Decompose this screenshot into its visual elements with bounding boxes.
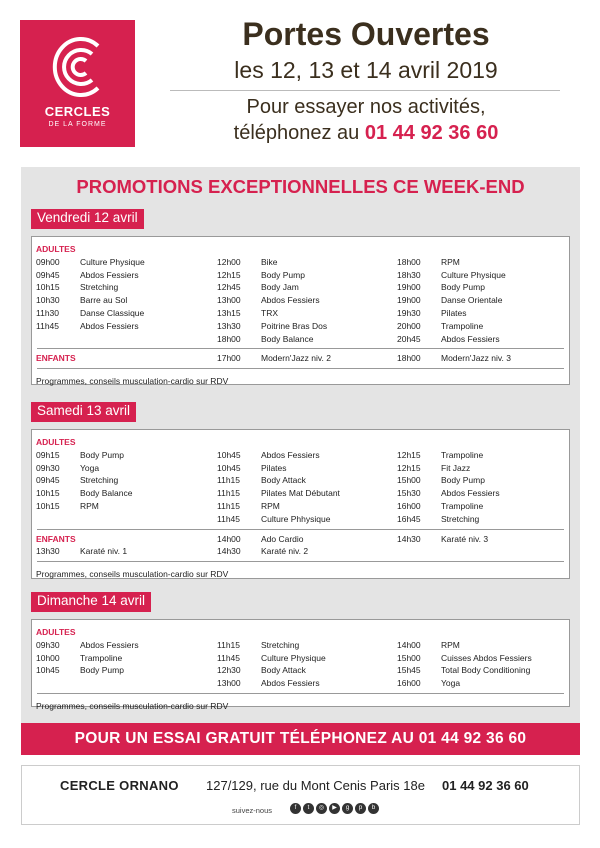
class-name: Bike [261,256,278,267]
class-name: Abdos Fessiers [261,295,320,306]
class-name: Abdos Fessiers [441,333,500,344]
class-name: Stretching [441,513,480,524]
class-name: Stretching [80,282,119,293]
class-time: 16h45 [397,513,421,524]
twitter-icon[interactable]: t [303,803,314,814]
class-time: 11h45 [217,513,241,524]
class-time: 17h00 [217,353,241,364]
class-name: Modern'Jazz niv. 3 [441,353,511,364]
class-name: Body Jam [261,282,299,293]
schedule-row [32,639,569,651]
class-name: Body Balance [80,488,133,499]
class-name: Body Pump [80,665,124,676]
schedule-row [32,352,569,364]
class-time: 19h00 [397,295,421,306]
class-time: 11h15 [217,488,241,499]
class-name: Barre au Sol [80,295,128,306]
class-time: 12h15 [397,462,421,473]
section-header [32,626,569,638]
section-divider [37,368,564,369]
schedule-row [32,449,569,461]
class-time: 09h45 [36,269,60,280]
class-time: 15h45 [397,665,421,676]
schedule-row [32,664,569,676]
schedule-row [32,320,569,332]
class-time: 14h30 [217,546,241,557]
class-time: 12h45 [217,282,241,293]
schedule-row [32,294,569,306]
programs-note: Programmes, conseils musculation-cardio sur RDV [36,701,229,711]
day-schedule [31,429,570,579]
schedule-row [32,307,569,319]
page-title: Portes Ouvertes [242,16,490,52]
class-name: Yoga [80,462,100,473]
class-name: Body Pump [261,269,305,280]
youtube-icon[interactable]: ▶ [329,803,340,814]
class-name: RPM [80,501,99,511]
class-name: Body Pump [441,282,485,293]
class-time: 15h00 [397,475,421,486]
header-phone: 01 44 92 36 60 [364,122,499,144]
class-time: 10h45 [36,665,60,676]
class-time: 11h15 [217,475,241,486]
schedule-row [32,500,569,512]
class-name: Pilates [261,462,287,473]
social-links [290,803,379,814]
section-divider [37,693,564,694]
class-time: 10h15 [36,488,60,499]
class-time: 14h00 [217,533,241,544]
class-name: Abdos Fessiers [441,488,500,499]
class-time: 12h00 [217,256,241,267]
class-time: 10h00 [36,652,60,663]
brand-logo [20,20,135,147]
club-phone[interactable]: 01 44 92 36 60 [442,778,529,793]
promo-title: PROMOTIONS EXCEPTIONNELLES CE WEEK-END [76,176,525,197]
class-time: 18h00 [217,333,241,344]
class-time: 11h45 [217,652,241,663]
class-name: Culture Physique [261,652,326,663]
class-time: 10h45 [217,462,241,473]
class-time: 12h15 [397,449,421,460]
google-plus-icon[interactable]: g [342,803,353,814]
class-name: Fit Jazz [441,462,471,473]
class-time: 18h00 [397,256,421,267]
class-time: 13h30 [36,546,60,557]
section-divider [37,529,564,530]
class-name: RPM [441,256,460,267]
day-schedule [31,236,570,385]
class-time: 11h45 [36,320,60,331]
programs-note: Programmes, conseils musculation-cardio sur RDV [36,376,229,387]
schedule-row [32,333,569,345]
pinterest-icon[interactable]: p [355,803,366,814]
class-name: Body Pump [80,449,124,460]
class-name: Stretching [80,475,119,486]
class-name: Body Pump [441,475,485,486]
class-time: 13h30 [217,320,241,331]
logo-name: CERCLES [44,104,111,119]
class-time: 19h00 [397,282,421,293]
class-name: RPM [261,501,280,511]
schedule-row [32,677,569,689]
class-name: Trampoline [441,320,484,331]
class-time: 09h30 [36,639,60,650]
section-divider [37,561,564,562]
class-time: 18h30 [397,269,421,280]
class-name: Danse Classique [80,308,145,318]
day-badge: Samedi 13 avril [31,402,136,422]
class-name: Stretching [261,639,300,650]
class-name: RPM [441,639,460,650]
class-time: 14h30 [397,533,421,544]
class-name: Trampoline [441,449,484,460]
class-time: 13h15 [217,308,241,318]
class-time: 12h30 [217,665,241,676]
class-name: TRX [261,308,278,318]
class-time: 10h15 [36,501,60,511]
class-name: Total Body Conditioning [441,665,531,676]
class-name: Culture Physique [80,256,145,267]
class-time: 15h00 [397,652,421,663]
schedule-row [32,474,569,486]
try-activities-text: Pour essayer nos activités, [246,96,486,118]
header-divider [170,90,560,91]
class-name: Abdos Fessiers [261,449,320,460]
class-name: Body Attack [261,665,306,676]
call-prefix: téléphonez au [233,122,360,144]
facebook-icon[interactable]: f [290,803,301,814]
class-name: Body Attack [261,475,306,486]
class-name: Poitrine Bras Dos [261,320,328,331]
call-line [150,122,582,145]
class-time: 18h00 [397,353,421,364]
section-label: ADULTES [36,437,76,447]
day-schedule [31,619,570,711]
club-address: 127/129, rue du Mont Cenis Paris 18e [206,778,425,793]
class-time: 15h30 [397,488,421,499]
class-name: Abdos Fessiers [261,678,320,689]
class-time: 16h00 [397,678,421,689]
class-name: Pilates [441,308,467,318]
section-label: ADULTES [36,244,76,254]
class-name: Modern'Jazz niv. 2 [261,353,331,364]
class-name: Abdos Fessiers [80,269,139,280]
class-time: 10h45 [217,449,241,460]
section-label: ADULTES [36,627,76,637]
c-logo-icon [52,36,104,98]
class-time: 16h00 [397,501,421,511]
class-name: Trampoline [441,501,484,511]
class-name: Ado Cardio [261,533,304,544]
schedule-row [32,256,569,268]
event-dates: les 12, 13 et 14 avril 2019 [234,57,498,83]
schedule-row [32,533,569,545]
class-name: Karaté niv. 2 [261,546,309,557]
programs-note: Programmes, conseils musculation-cardio sur RDV [36,569,229,580]
class-time: 10h15 [36,282,60,293]
class-name: Karaté niv. 3 [441,533,489,544]
class-time: 11h15 [217,501,241,511]
schedule-row [32,269,569,281]
class-name: Karaté niv. 1 [80,546,128,557]
free-trial-banner: POUR UN ESSAI GRATUIT TÉLÉPHONEZ AU 01 44 92 36 60 [21,723,580,755]
class-name: Culture Phhysique [261,513,331,524]
logo-subtitle: DE LA FORME [48,121,107,128]
class-time: 19h30 [397,308,421,318]
section-header [32,243,569,255]
section-header [32,436,569,448]
schedule-row [32,513,569,525]
club-name: CERCLE ORNANO [60,778,179,793]
class-time: 13h00 [217,295,241,306]
class-time: 09h15 [36,449,60,460]
class-time: 11h15 [217,639,241,650]
class-name: Cuisses Abdos Fessiers [441,652,532,663]
class-time: 12h15 [217,269,241,280]
section-label: ENFANTS [36,533,76,544]
follow-us-label: suivez-nous [232,806,273,815]
class-name: Trampoline [80,652,123,663]
schedule-row [32,281,569,293]
schedule-row [32,462,569,474]
footer [21,765,580,825]
schedule-row [32,652,569,664]
day-badge: Dimanche 14 avril [31,592,151,612]
day-badge: Vendredi 12 avril [31,209,144,229]
schedule-row [32,487,569,499]
section-divider [37,348,564,349]
class-time: 20h00 [397,320,421,331]
section-label: ENFANTS [36,353,76,364]
blog-icon[interactable]: b [368,803,379,814]
schedule-row [32,545,569,557]
class-time: 09h45 [36,475,60,486]
schedule-panel [21,167,580,723]
class-name: Pilates Mat Débutant [261,488,340,499]
class-name: Culture Physique [441,269,506,280]
class-name: Danse Orientale [441,295,503,306]
instagram-icon[interactable]: ◎ [316,803,327,814]
class-name: Body Balance [261,333,314,344]
class-time: 09h00 [36,256,60,267]
class-time: 14h00 [397,639,421,650]
class-time: 20h45 [397,333,421,344]
class-name: Yoga [441,678,461,689]
class-time: 11h30 [36,308,60,318]
class-time: 13h00 [217,678,241,689]
class-time: 09h30 [36,462,60,473]
class-time: 10h30 [36,295,60,306]
class-name: Abdos Fessiers [80,320,139,331]
class-name: Abdos Fessiers [80,639,139,650]
